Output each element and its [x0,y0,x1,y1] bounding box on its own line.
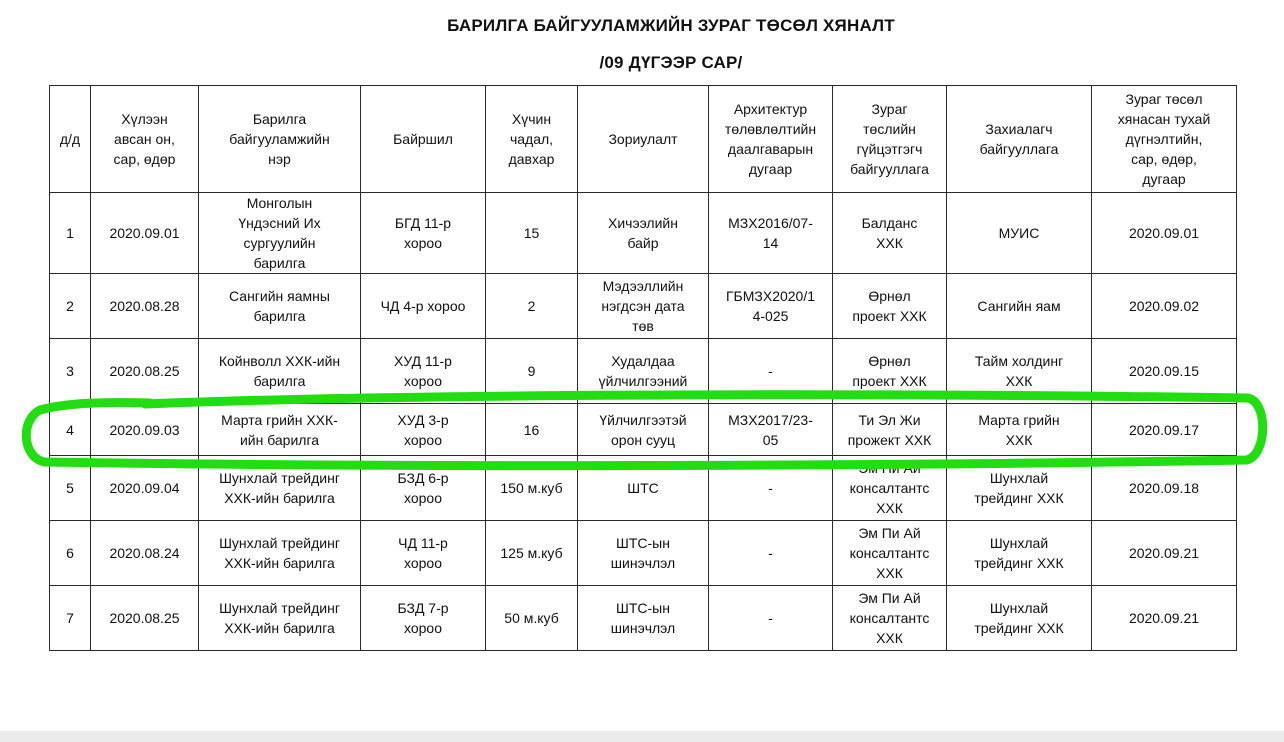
cell-capacity: 16 [486,404,578,456]
cell-building-name: Марта грийн ХХК- ийн барилга [199,404,361,456]
table-header-row [50,86,1237,193]
cell-building-name: Шунхлай трейдинг ХХК-ийн барилга [199,586,361,651]
cell-no: 3 [50,339,91,404]
cell-client: Марта грийн ХХК [947,404,1092,456]
cell-review-conclusion: 2020.09.18 [1092,456,1237,521]
header-architecture-task-number: Архитектур төлөвлөлтийн даалгаварын дугаар [709,86,833,193]
cell-received-date: 2020.08.25 [91,586,199,651]
bottom-strip [0,731,1284,742]
cell-building-name: Сангийн яамны барилга [199,274,361,339]
cell-design-contractor: Өрнөл проект ХХК [833,339,947,404]
cell-architecture-task-number: МЗХ2017/23- 05 [709,404,833,456]
cell-client: Шунхлай трейдинг ХХК [947,521,1092,586]
cell-client: МУИС [947,193,1092,274]
header-building-name: Барилга байгууламжийн нэр [199,86,361,193]
cell-no: 5 [50,456,91,521]
document-subtitle: /09 ДҮГЭЭР САР/ [599,53,743,72]
construction-review-table [49,85,1237,651]
cell-building-name: Шунхлай трейдинг ХХК-ийн барилга [199,521,361,586]
cell-location: ХУД 3-р хороо [361,404,486,456]
cell-capacity: 2 [486,274,578,339]
cell-building-name: Шунхлай трейдинг ХХК-ийн барилга [199,456,361,521]
cell-no: 4 [50,404,91,456]
cell-purpose: ШТС [578,456,709,521]
cell-purpose: ШТС-ын шинэчлэл [578,521,709,586]
header-purpose: Зориулалт [578,86,709,193]
cell-no: 6 [50,521,91,586]
table-row [50,274,1237,339]
cell-design-contractor: Ти Эл Жи прожект ХХК [833,404,947,456]
cell-design-contractor: Эм Пи Ай консалтантс ХХК [833,586,947,651]
cell-capacity: 9 [486,339,578,404]
cell-review-conclusion: 2020.09.21 [1092,586,1237,651]
cell-received-date: 2020.09.04 [91,456,199,521]
cell-capacity: 125 м.куб [486,521,578,586]
table-row [50,339,1237,404]
cell-architecture-task-number: - [709,456,833,521]
table-row-highlighted [50,404,1237,456]
header-design-contractor: Зураг төслийн гүйцэтгэгч байгууллага [833,86,947,193]
cell-client: Тайм холдинг ХХК [947,339,1092,404]
cell-capacity: 50 м.куб [486,586,578,651]
cell-architecture-task-number: ГБМЗХ2020/1 4-025 [709,274,833,339]
cell-review-conclusion: 2020.09.15 [1092,339,1237,404]
document-title: БАРИЛГА БАЙГУУЛАМЖИЙН ЗУРАГ ТӨСӨЛ ХЯНАЛТ [447,16,895,35]
cell-architecture-task-number: - [709,339,833,404]
cell-purpose: ШТС-ын шинэчлэл [578,586,709,651]
cell-location: БЗД 7-р хороо [361,586,486,651]
cell-received-date: 2020.08.28 [91,274,199,339]
cell-design-contractor: Эм Пи Ай консалтантс ХХК [833,521,947,586]
header-location: Байршил [361,86,486,193]
cell-no: 1 [50,193,91,274]
cell-capacity: 15 [486,193,578,274]
cell-client: Сангийн яам [947,274,1092,339]
cell-design-contractor: Балданс ХХК [833,193,947,274]
cell-design-contractor: Өрнөл проект ХХК [833,274,947,339]
cell-review-conclusion: 2020.09.02 [1092,274,1237,339]
cell-review-conclusion: 2020.09.17 [1092,404,1237,456]
cell-building-name: Койнволл ХХК-ийн барилга [199,339,361,404]
cell-received-date: 2020.09.01 [91,193,199,274]
header-client: Захиалагч байгууллага [947,86,1092,193]
cell-purpose: Хичээлийн байр [578,193,709,274]
cell-building-name: Монголын Үндэсний Их сургуулийн барилга [199,193,361,274]
cell-purpose: Мэдээллийн нэгдсэн дата төв [578,274,709,339]
cell-design-contractor: Эм Пи Ай консалтантс ХХК [833,456,947,521]
cell-architecture-task-number: - [709,586,833,651]
cell-received-date: 2020.09.03 [91,404,199,456]
cell-review-conclusion: 2020.09.01 [1092,193,1237,274]
cell-purpose: Худалдаа үйлчилгээний [578,339,709,404]
cell-received-date: 2020.08.25 [91,339,199,404]
cell-no: 7 [50,586,91,651]
header-no: д/д [50,86,91,193]
header-review-conclusion: Зураг төсөл хянасан тухай дүгнэлтийн, сар, өдөр, дугаар [1092,86,1237,193]
header-received-date: Хүлээн авсан он, сар, өдөр [91,86,199,193]
table-row [50,521,1237,586]
table-row [50,456,1237,521]
cell-location: ЧД 4-р хороо [361,274,486,339]
cell-location: ЧД 11-р хороо [361,521,486,586]
cell-location: БЗД 6-р хороо [361,456,486,521]
cell-capacity: 150 м.куб [486,456,578,521]
cell-review-conclusion: 2020.09.21 [1092,521,1237,586]
cell-purpose: Үйлчилгээтэй орон сууц [578,404,709,456]
header-capacity: Хүчин чадал, давхар [486,86,578,193]
cell-location: БГД 11-р хороо [361,193,486,274]
cell-client: Шунхлай трейдинг ХХК [947,456,1092,521]
table-row [50,586,1237,651]
cell-architecture-task-number: МЗХ2016/07- 14 [709,193,833,274]
cell-architecture-task-number: - [709,521,833,586]
cell-received-date: 2020.08.24 [91,521,199,586]
cell-client: Шунхлай трейдинг ХХК [947,586,1092,651]
cell-location: ХУД 11-р хороо [361,339,486,404]
cell-no: 2 [50,274,91,339]
table-row [50,193,1237,274]
